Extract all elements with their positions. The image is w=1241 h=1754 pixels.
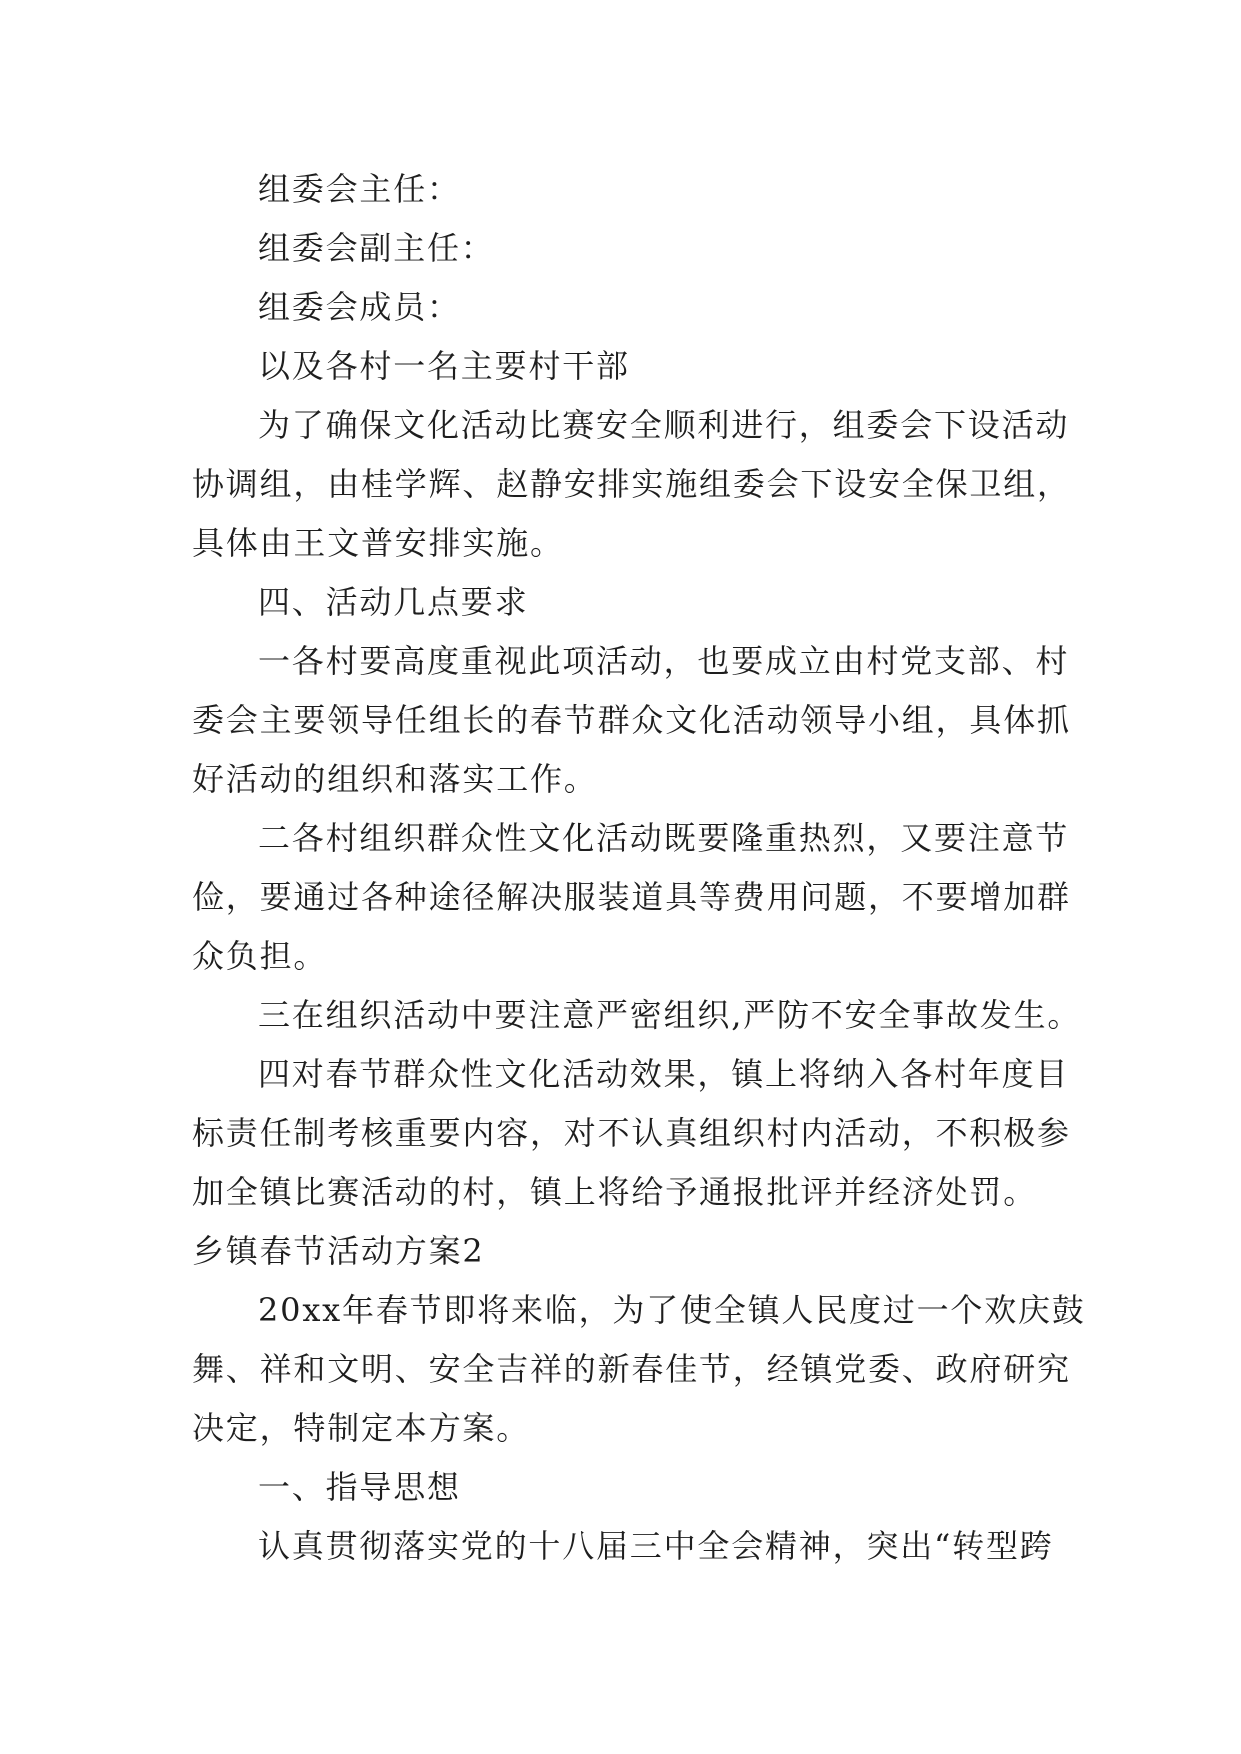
text-line: 为了确保文化活动比赛安全顺利进行，组委会下设活动 xyxy=(258,406,1070,444)
text-line: 组委会成员： xyxy=(258,288,461,326)
document-title: 乡镇春节活动方案2 xyxy=(192,1232,485,1270)
document-body xyxy=(192,160,1092,1576)
text-line: 以及各村一名主要村干部 xyxy=(258,347,630,385)
section-heading: 四、活动几点要求 xyxy=(258,583,529,621)
text-line: 决定，特制定本方案。 xyxy=(192,1409,531,1447)
text-line: 一各村要高度重视此项活动，也要成立由村党支部、村 xyxy=(258,642,1070,680)
text-line: 组委会副主任： xyxy=(258,229,495,267)
text-line: 认真贯彻落实党的十八届三中全会精神，突出“转型跨 xyxy=(258,1527,1054,1565)
text-line: 加全镇比赛活动的村，镇上将给予通报批评并经济处罚。 xyxy=(192,1173,1038,1211)
text-line: 具体由王文普安排实施。 xyxy=(192,524,564,562)
text-line: 委会主要领导任组长的春节群众文化活动领导小组，具体抓 xyxy=(192,701,1071,739)
text-line: 俭，要通过各种途径解决服装道具等费用问题，不要增加群 xyxy=(192,878,1071,916)
text-line: 组委会主任： xyxy=(258,170,461,208)
text-line: 四对春节群众性文化活动效果，镇上将纳入各村年度目 xyxy=(258,1055,1070,1093)
text-line: 协调组，由桂学辉、赵静安排实施组委会下设安全保卫组， xyxy=(192,465,1071,503)
text-line: 舞、祥和文明、安全吉祥的新春佳节，经镇党委、政府研究 xyxy=(192,1350,1071,1388)
text-line: 三在组织活动中要注意严密组织,严防不安全事故发生。 xyxy=(258,996,1082,1034)
text-line: 好活动的组织和落实工作。 xyxy=(192,760,598,798)
text-line: 标责任制考核重要内容，对不认真组织村内活动，不积极参 xyxy=(192,1114,1071,1152)
text-line: 众负担。 xyxy=(192,937,328,975)
text-line: 20xx年春节即将来临，为了使全镇人民度过一个欢庆鼓 xyxy=(258,1291,1086,1329)
section-heading: 一、指导思想 xyxy=(258,1468,461,1506)
text-line: 二各村组织群众性文化活动既要隆重热烈，又要注意节 xyxy=(258,819,1070,857)
